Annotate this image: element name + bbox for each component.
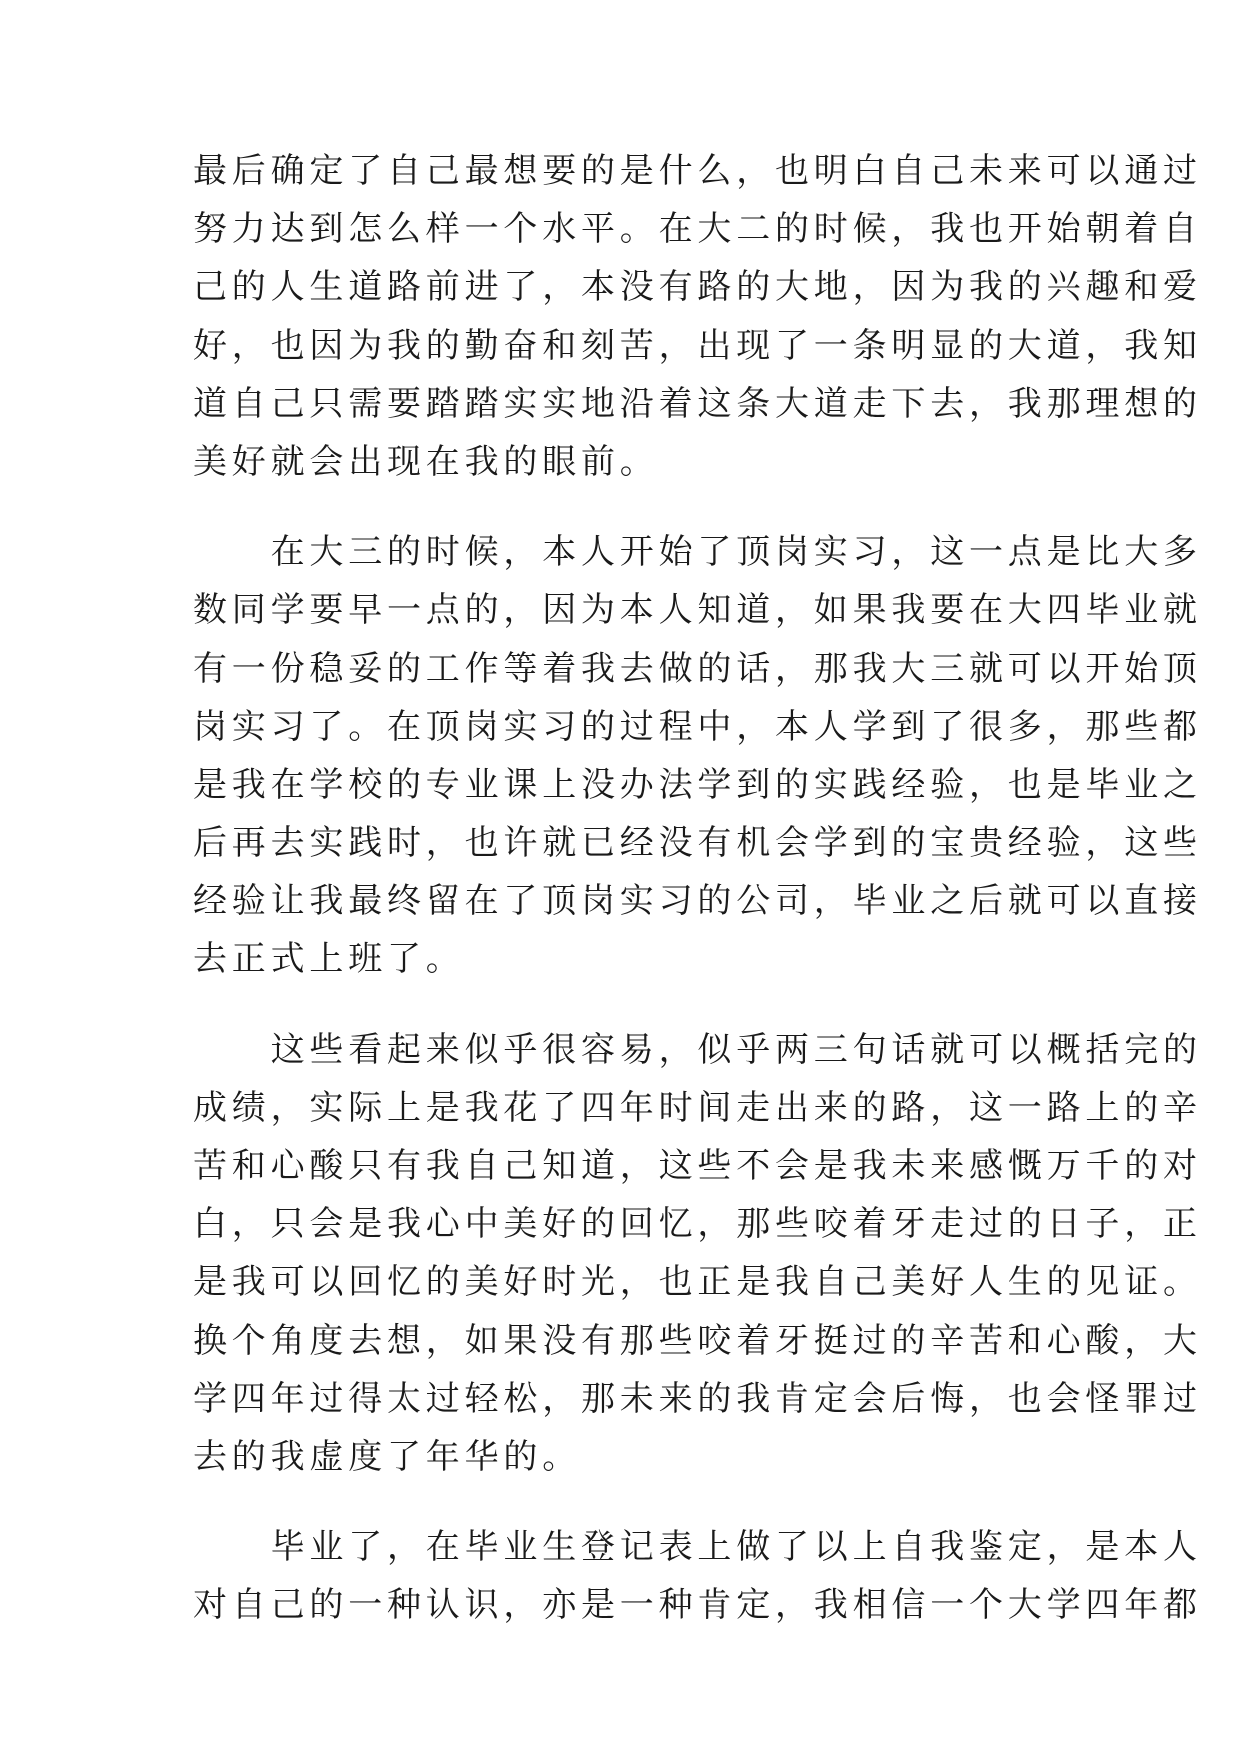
text-line: 经验让我最终留在了顶岗实习的公司，毕业之后就可以直接 xyxy=(193,881,1202,922)
text-line: 道自己只需要踏踏实实地沿着这条大道走下去，我那理想的 xyxy=(193,383,1202,424)
text-line: 毕业了，在毕业生登记表上做了以上自我鉴定，是本人 xyxy=(193,1527,1202,1568)
paragraph-4 xyxy=(193,1518,1202,1634)
text-line: 美好就会出现在我的眼前。 xyxy=(193,441,659,482)
text-line: 是我在学校的专业课上没办法学到的实践经验，也是毕业之 xyxy=(193,764,1202,805)
text-line: 换个角度去想，如果没有那些咬着牙挺过的辛苦和心酸，大 xyxy=(193,1320,1202,1361)
text-line: 去的我虚度了年华的。 xyxy=(193,1436,581,1477)
text-line: 这些看起来似乎很容易，似乎两三句话就可以概括完的 xyxy=(193,1029,1202,1070)
text-line: 有一份稳妥的工作等着我去做的话，那我大三就可以开始顶 xyxy=(193,648,1202,689)
text-line: 数同学要早一点的，因为本人知道，如果我要在大四毕业就 xyxy=(193,590,1202,631)
document-body xyxy=(193,142,1202,1635)
paragraph-spacing xyxy=(193,1486,1073,1518)
text-line: 好，也因为我的勤奋和刻苦，出现了一条明显的大道，我知 xyxy=(193,325,1202,366)
text-line: 后再去实践时，也许就已经没有机会学到的宝贵经验，这些 xyxy=(193,823,1202,864)
text-line: 己的人生道路前进了，本没有路的大地，因为我的兴趣和爱 xyxy=(193,267,1202,308)
text-line: 在大三的时候，本人开始了顶岗实习，这一点是比大多 xyxy=(193,532,1202,573)
paragraph-3 xyxy=(193,1021,1202,1487)
text-line: 白，只会是我心中美好的回忆，那些咬着牙走过的日子，正 xyxy=(193,1204,1202,1245)
paragraph-1 xyxy=(193,142,1202,491)
text-line: 最后确定了自己最想要的是什么，也明白自己未来可以通过 xyxy=(193,151,1202,191)
text-line: 是我可以回忆的美好时光，也正是我自己美好人生的见证。 xyxy=(193,1262,1202,1303)
text-line: 去正式上班了。 xyxy=(193,939,465,980)
text-line: 努力达到怎么样一个水平。在大二的时候，我也开始朝着自 xyxy=(193,209,1202,250)
paragraph-2 xyxy=(193,523,1202,989)
text-line: 岗实习了。在顶岗实习的过程中，本人学到了很多，那些都 xyxy=(193,706,1202,747)
text-line: 成绩，实际上是我花了四年时间走出来的路，这一路上的辛 xyxy=(193,1087,1202,1128)
text-line: 学四年过得太过轻松，那未来的我肯定会后悔，也会怪罪过 xyxy=(193,1378,1202,1419)
paragraph-spacing xyxy=(193,491,1073,523)
text-line: 对自己的一种认识，亦是一种肯定，我相信一个大学四年都 xyxy=(193,1585,1202,1626)
text-line: 苦和心酸只有我自己知道，这些不会是我未来感慨万千的对 xyxy=(193,1146,1202,1186)
paragraph-spacing xyxy=(193,989,1073,1021)
